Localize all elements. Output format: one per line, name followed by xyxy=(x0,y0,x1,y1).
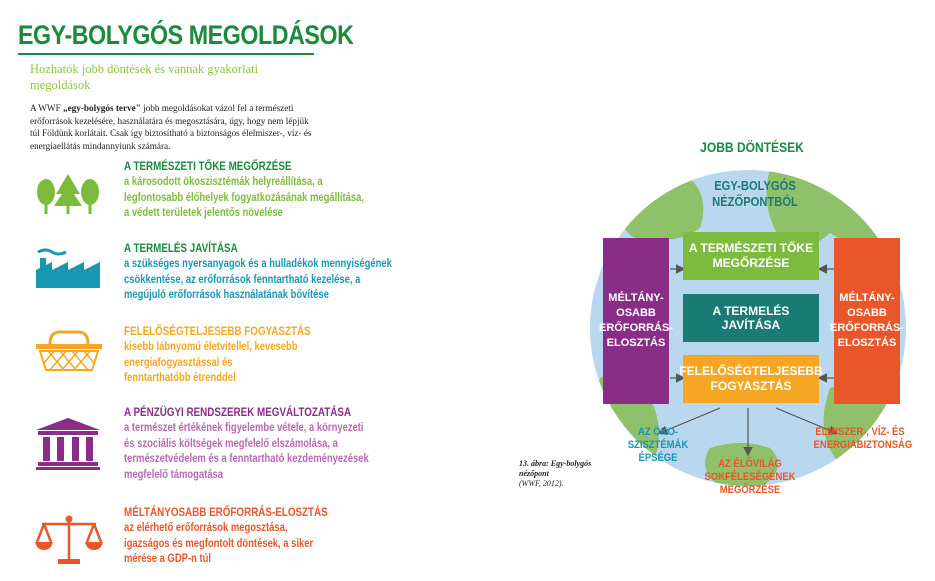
trees-icon xyxy=(34,172,102,216)
page-subtitle: Hozhatók jobb döntések és vannak gyakorlati megoldások xyxy=(30,62,259,92)
factory-icon xyxy=(34,246,102,290)
item-natural-capital-text: a károsodott ökoszisztémák helyreállítása, a legfontosabb élőhelyek fogyatkozásának megállítása, a védett területek jelentős növelése xyxy=(124,176,365,219)
outcome-biodiversity: AZ ÉLŐVILÁG SOKFÉLESÉGÉNEK MEGŐRZÉSE xyxy=(704,458,796,496)
title-underline xyxy=(18,53,314,55)
item-production-text: a szükséges nyersanyagok és a hulladékok mennyiségének csökkentése, az erőforrások fenntartható kezelése, a megújuló erőforrások használatának bővítése xyxy=(124,258,392,301)
intro-paragraph xyxy=(30,102,320,152)
item-natural-capital-heading: A TERMÉSZETI TŐKE MEGŐRZÉSE xyxy=(124,159,292,173)
figure-caption xyxy=(519,459,599,489)
outcome-ecosystems: AZ ÖKO-SZISZTÉMÁK ÉPSÉGE xyxy=(627,426,689,464)
basket-icon xyxy=(34,330,104,372)
item-consumption-heading: FELELŐSÉGTELJESEBB FOGYASZTÁS xyxy=(124,324,311,338)
diagram-top-label: JOBB DÖNTÉSEK xyxy=(700,139,804,155)
scales-icon xyxy=(34,514,104,566)
diagram-box-right-equity: MÉLTÁNY-OSABB ERŐFORRÁS-ELOSZTÁS xyxy=(834,238,900,404)
diagram-box-consumption: FELELŐSÉGTELJESEBB FOGYASZTÁS xyxy=(683,355,819,403)
diagram-box-production: A TERMELÉS JAVÍTÁSA xyxy=(683,294,819,342)
diagram-box-left-equity: MÉLTÁNY-OSABB ERŐFORRÁS-ELOSZTÁS xyxy=(603,238,669,404)
outcome-security: ÉLMISZER-, VÍZ- ÉS ENERGIABIZTONSÁG xyxy=(813,426,913,451)
item-production-heading: A TERMELÉS JAVÍTÁSA xyxy=(124,241,238,255)
page-title: EGY-BOLYGÓS MEGOLDÁSOK xyxy=(18,20,354,50)
bank-icon xyxy=(36,418,100,470)
item-finance-text: a természet értékének figyelembe vétele, a környezeti és szociális költségek megfelelő elszámolása, a természetvédelem és a fenntartható kezdeményezések megfelelő támogatása xyxy=(124,422,369,481)
diagram-box-natural-capital: A TERMÉSZETI TŐKE MEGŐRZÉSE xyxy=(683,232,819,280)
item-equity-text: az elérhető erőforrások megosztása, igazságos és megfontolt döntések, a siker mérése a GDP-n túl xyxy=(124,522,314,565)
item-equity-heading: MÉLTÁNYOSABB ERŐFORRÁS-ELOSZTÁS xyxy=(124,505,328,519)
item-consumption-text: kisebb lábnyomú életvitellel, kevesebb energiafogyasztással és fenntarthatóbb étrenddel xyxy=(124,341,298,384)
intro-bold: „egy-bolygós terve" xyxy=(63,103,141,113)
item-finance-heading: A PÉNZÜGYI RENDSZEREK MEGVÁLTOZATÁSA xyxy=(124,405,352,419)
caption-bold: 13. ábra: Egy-bolygós nézőpont xyxy=(519,459,592,478)
intro-pre: A WWF xyxy=(30,103,64,113)
caption-rest: (WWF, 2012). xyxy=(519,479,564,488)
diagram-center-label: EGY-BOLYGÓS NÉZŐPONTBÓL xyxy=(712,178,798,209)
intro-post: jobb megoldásokat vázol fel a természeti erőforrások kezelésére, használatára és megosztására, úgy, hogy nem lépjük túl Földünk korlátait. Csak így biztosítható a biztonságos élelmiszer-, víz- és energiaellátás mindannyiunk számára. xyxy=(30,103,312,151)
